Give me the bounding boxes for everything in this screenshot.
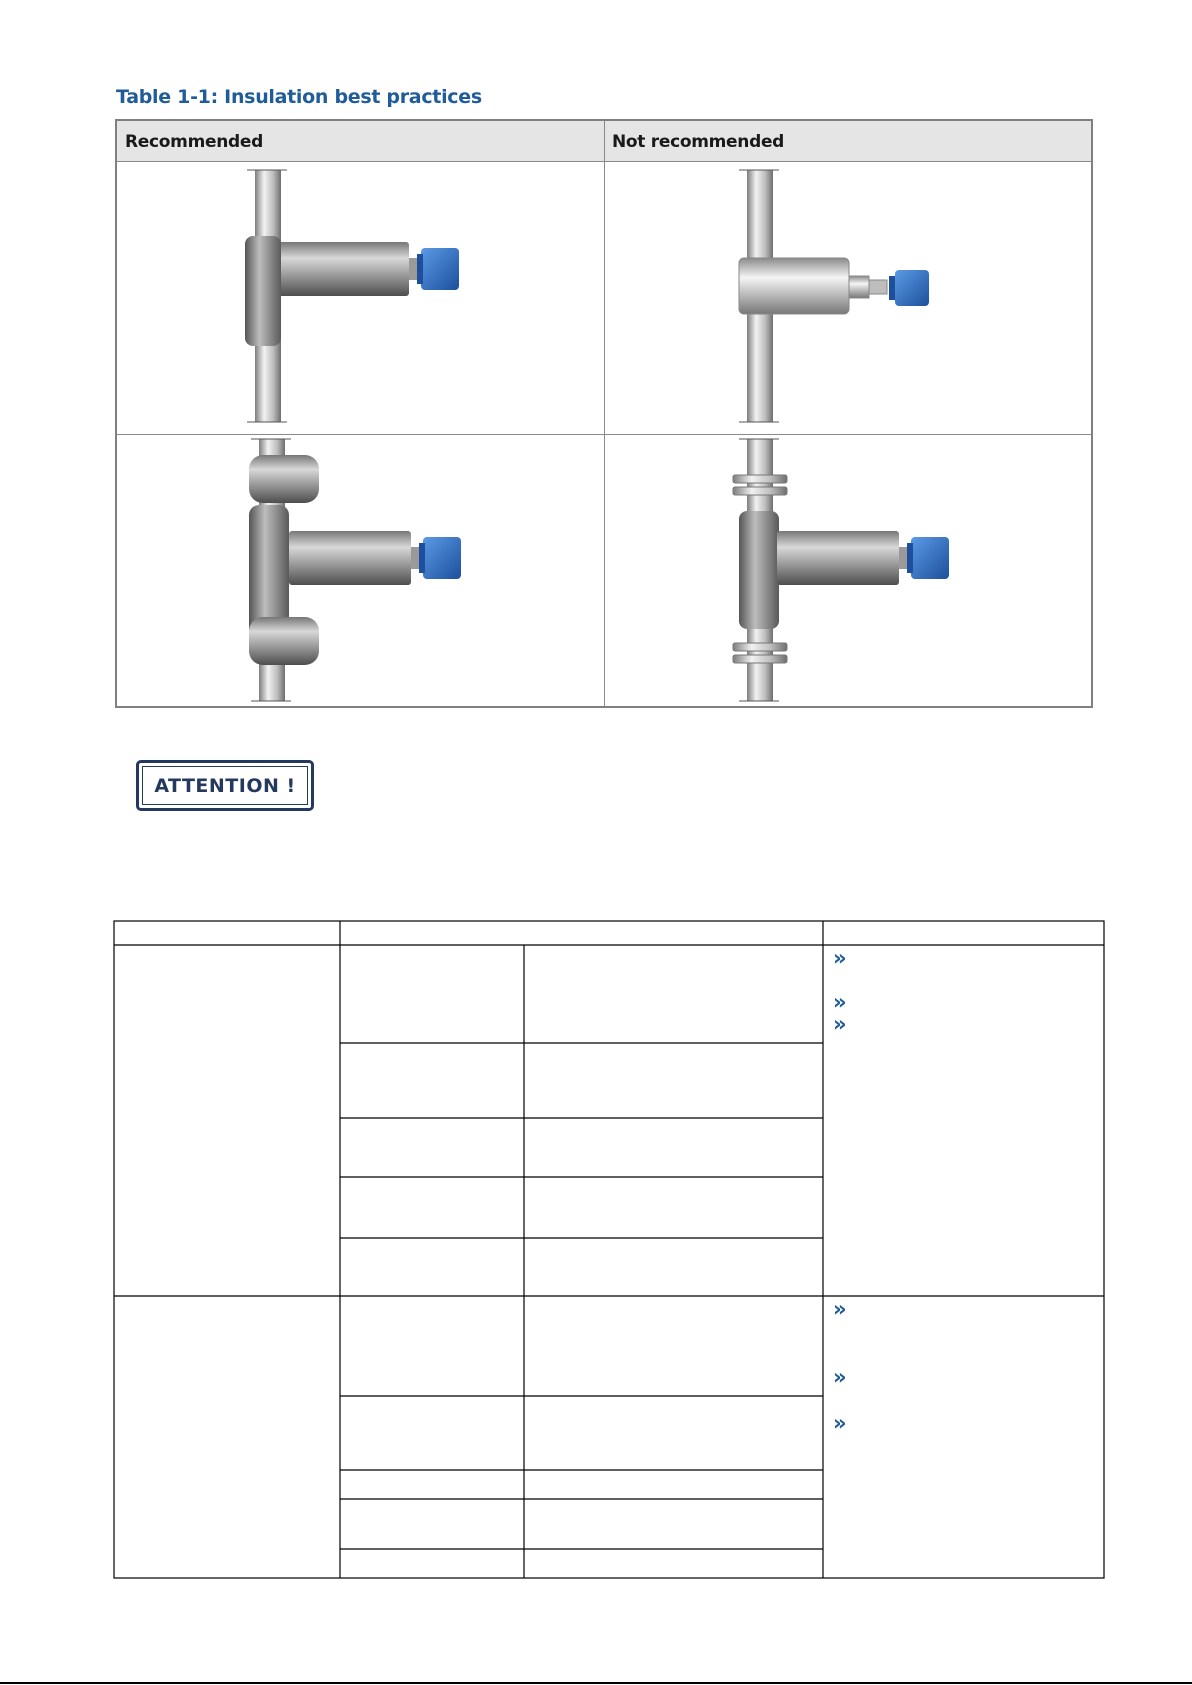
bullet-chevron: » xyxy=(833,1365,847,1389)
bullet-chevron: » xyxy=(833,990,847,1014)
bullet-chevron: » xyxy=(833,1012,847,1036)
column-header-not-recommended: Not recommended xyxy=(604,121,1091,162)
page-bottom-rule xyxy=(0,1682,1192,1684)
column-header-recommended: Recommended xyxy=(117,121,604,162)
table-caption: Table 1-1: Insulation best practices xyxy=(116,86,482,108)
bullet-chevron: » xyxy=(833,1411,847,1435)
bullet-chevron: » xyxy=(833,1297,847,1321)
attention-badge: ATTENTION ! xyxy=(136,760,314,811)
bullet-chevron: » xyxy=(833,946,847,970)
